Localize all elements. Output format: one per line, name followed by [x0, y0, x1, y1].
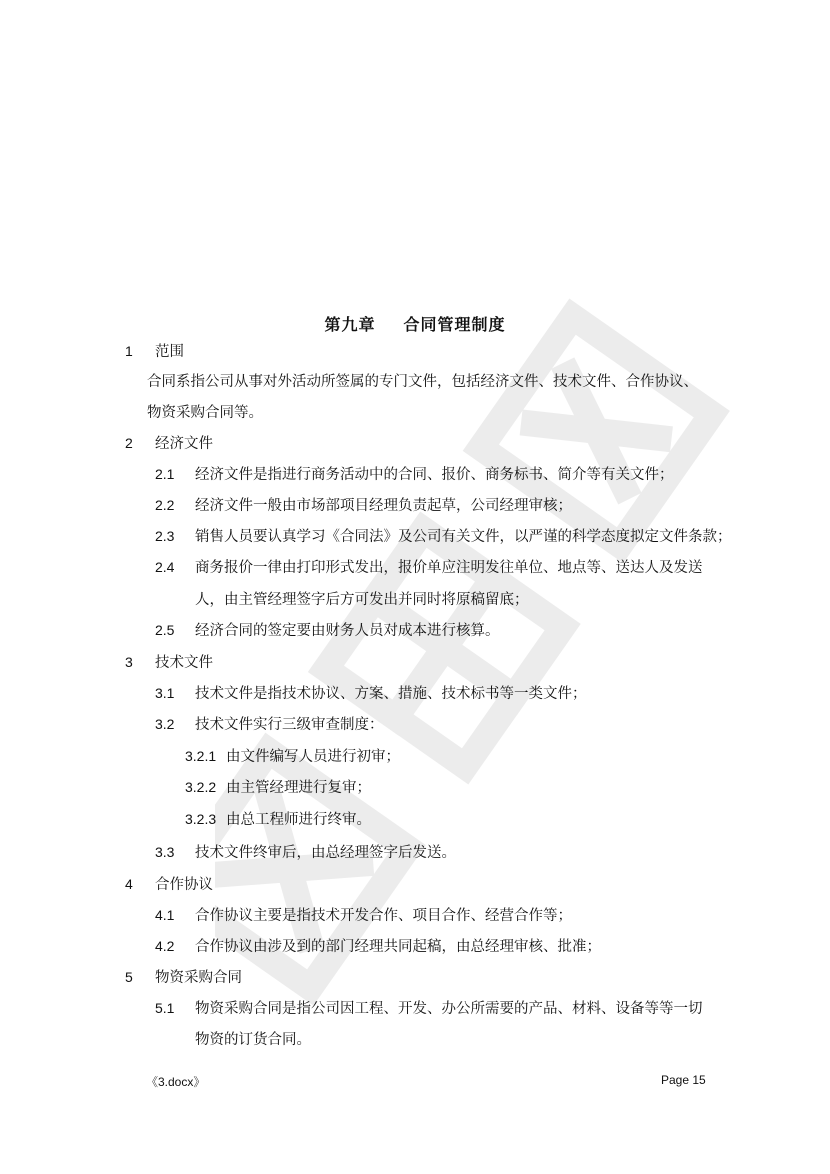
item-2-4-text-line-2: 人，由主管经理签字后方可发出并同时将原稿留底；: [195, 592, 529, 608]
footer-page-number: Page 15: [661, 1073, 706, 1087]
item-5-1-number: 5.1: [155, 1000, 175, 1016]
subitem-3-2-3-text: 由总工程师进行终审。: [226, 812, 371, 828]
section-1-body-line-1: 合同系指公司从事对外活动所签属的专门文件，包括经济文件、技术文件、合作协议、: [147, 374, 698, 390]
item-3-1-number: 3.1: [155, 685, 175, 701]
chapter-heading: [0, 312, 830, 335]
item-5-1-text-line-1: 物资采购合同是指公司因工程、开发、办公所需要的产品、材料、设备等等一切: [195, 1001, 703, 1017]
chapter-label: 第九章: [324, 315, 376, 334]
subitem-3-2-2-text: 由主管经理进行复审；: [226, 780, 371, 796]
item-4-1-number: 4.1: [155, 907, 175, 923]
section-1-number: 1: [125, 343, 133, 359]
item-2-5-text: 经济合同的签定要由财务人员对成本进行核算。: [195, 623, 500, 639]
subitem-3-2-2-number: 3.2.2: [185, 779, 217, 795]
item-2-3-number: 2.3: [155, 528, 175, 544]
item-5-1-text-line-2: 物资的订货合同。: [195, 1032, 311, 1048]
section-4-number: 4: [125, 876, 133, 892]
item-4-2-text: 合作协议由涉及到的部门经理共同起稿，由总经理审核、批准；: [195, 939, 601, 955]
item-2-3-text: 销售人员要认真学习《合同法》及公司有关文件，以严谨的科学态度拟定文件条款；: [195, 529, 732, 545]
section-2-number: 2: [125, 435, 133, 451]
item-2-1-number: 2.1: [155, 466, 175, 482]
subitem-3-2-3-number: 3.2.3: [185, 811, 217, 827]
item-2-5-number: 2.5: [155, 622, 175, 638]
item-3-1-text: 技术文件是指技术协议、方案、措施、技术标书等一类文件；: [195, 686, 587, 702]
section-5-title: 物资采购合同: [155, 970, 242, 986]
section-5-number: 5: [125, 969, 133, 985]
item-2-2-number: 2.2: [155, 497, 175, 513]
item-2-2-text: 经济文件一般由市场部项目经理负责起草，公司经理审核；: [195, 498, 572, 514]
item-2-4-number: 2.4: [155, 559, 175, 575]
item-2-1-text: 经济文件是指进行商务活动中的合同、报价、商务标书、简介等有关文件；: [195, 467, 674, 483]
subitem-3-2-1-number: 3.2.1: [185, 748, 217, 764]
section-4-title: 合作协议: [155, 877, 213, 893]
item-2-4-text-line-1: 商务报价一律由打印形式发出，报价单应注明发往单位、地点等、送达人及发送: [195, 560, 703, 576]
section-1-body-line-2: 物资采购合同等。: [147, 405, 263, 421]
section-3-title: 技术文件: [155, 655, 213, 671]
item-3-2-text: 技术文件实行三级审查制度：: [195, 717, 384, 733]
footer-filename: 《3.docx》: [146, 1075, 206, 1089]
chapter-title-text: 合同管理制度: [403, 315, 506, 334]
item-4-1-text: 合作协议主要是指技术开发合作、项目合作、经营合作等；: [195, 908, 572, 924]
item-3-3-text: 技术文件终审后，由总经理签字后发送。: [195, 845, 456, 861]
subitem-3-2-1-text: 由文件编写人员进行初审；: [226, 749, 400, 765]
section-2-title: 经济文件: [155, 436, 213, 452]
item-3-2-number: 3.2: [155, 716, 175, 732]
section-3-number: 3: [125, 654, 133, 670]
item-3-3-number: 3.3: [155, 844, 175, 860]
section-1-title: 范围: [155, 344, 184, 360]
item-4-2-number: 4.2: [155, 938, 175, 954]
